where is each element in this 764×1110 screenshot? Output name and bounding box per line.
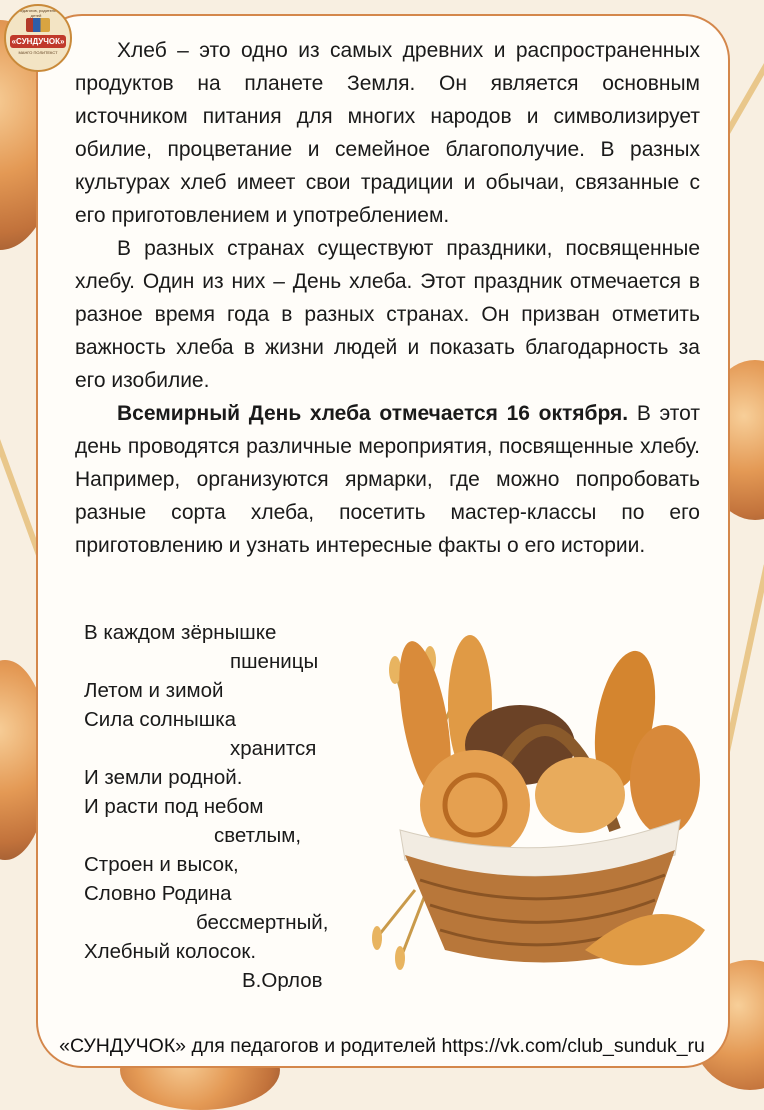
article-text — [75, 34, 700, 562]
poem-line: Летом и зимой — [84, 679, 224, 702]
poem-line: И земли родной. — [84, 766, 243, 789]
croissant — [630, 725, 700, 835]
poem — [84, 618, 364, 995]
poem-line: бессмертный, — [196, 911, 329, 934]
poem-line: В каждом зёрнышке — [84, 621, 277, 644]
logo-name: «СУНДУЧОК» — [11, 37, 65, 46]
poem-line: светлым, — [214, 824, 302, 847]
poem-line: Строен и высок, — [84, 853, 239, 876]
logo-ring-text: Для педагогов, родителей и детей — [10, 8, 62, 18]
books-icon — [26, 18, 50, 32]
poem-line: Хлебный колосок. — [84, 940, 257, 963]
bun — [535, 757, 625, 833]
poem-line: Сила солнышка — [84, 708, 237, 731]
sunduk-logo — [4, 4, 72, 72]
paragraph-2: В разных странах существуют праздники, посвященные хлебу. Один из них – День хлеба. Этот праздник отмечается в разное время года в разных странах. Он призван отметить важность хлеба в жизни людей и показать благодарность за его изобилие. — [75, 237, 700, 392]
paragraph-3-rest: В этот день проводятся различные мероприятия, посвященные хлебу. Например, организуются ярмарки, где можно попробовать разные сорта хлеба, посетить мастер-классы по его приготовлению и узнать интересные факты о его истории. — [75, 402, 701, 557]
world-bread-day-date: Всемирный День хлеба отмечается 16 октября. — [117, 402, 629, 425]
logo-subtitle: МАНГО ПОЛИТЕКСТ — [18, 50, 58, 55]
poem-line: Словно Родина — [84, 882, 232, 905]
paragraph-1: Хлеб – это одно из самых древних и распространенных продуктов на планете Земля. Он является основным источником питания для многих народов и символизирует обилие, процветание и семейное благополучие. В разных культурах хлеб имеет свои традиции и обычаи, связанные с его приготовлением и употреблением. — [75, 39, 700, 227]
poem-line: хранится — [230, 737, 317, 760]
footer-link-text: «СУНДУЧОК» для педагогов и родителей https://vk.com/club_sunduk_ru — [59, 1035, 705, 1057]
paragraph-3 — [75, 397, 700, 562]
poem-line: И расти под небом — [84, 795, 264, 818]
poem-author: В.Орлов — [242, 969, 323, 992]
bread-basket-illustration — [355, 630, 725, 990]
poem-line: пшеницы — [230, 650, 319, 673]
